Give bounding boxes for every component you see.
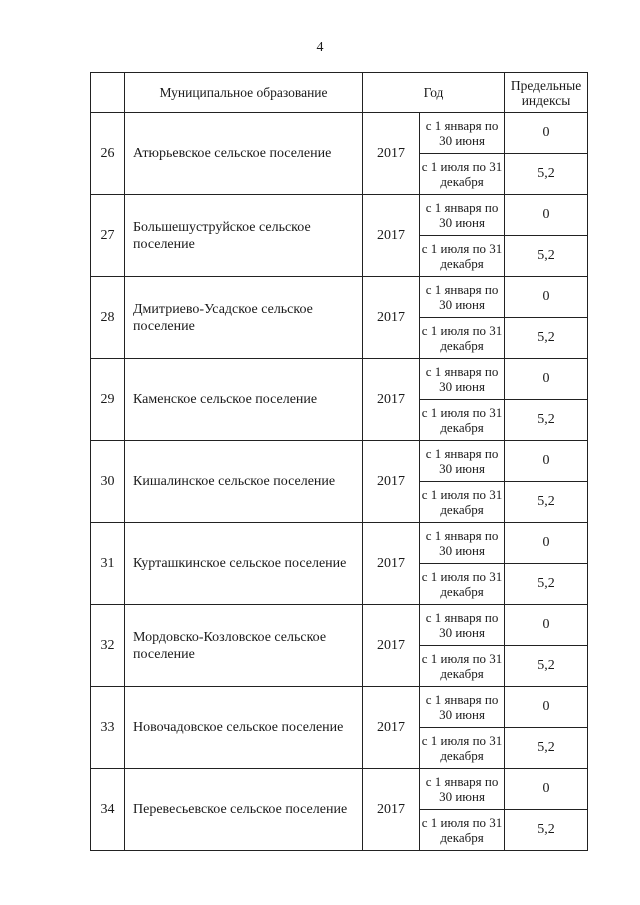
row-number: 32 bbox=[91, 605, 125, 687]
index-first-half: 0 bbox=[505, 687, 588, 728]
period-first-half: с 1 января по 30 июня bbox=[420, 277, 505, 318]
municipality-name: Мордовско-Козловское сельское поселение bbox=[125, 605, 363, 687]
index-first-half: 0 bbox=[505, 441, 588, 482]
index-second-half: 5,2 bbox=[505, 154, 588, 195]
row-number: 29 bbox=[91, 359, 125, 441]
period-first-half: с 1 января по 30 июня bbox=[420, 359, 505, 400]
year-cell: 2017 bbox=[363, 359, 420, 441]
period-second-half: с 1 июля по 31 декабря bbox=[420, 154, 505, 195]
municipality-name: Большешуструйское сельское поселение bbox=[125, 195, 363, 277]
index-second-half: 5,2 bbox=[505, 400, 588, 441]
index-first-half: 0 bbox=[505, 113, 588, 154]
row-number: 33 bbox=[91, 687, 125, 769]
index-first-half: 0 bbox=[505, 769, 588, 810]
row-number: 28 bbox=[91, 277, 125, 359]
year-cell: 2017 bbox=[363, 113, 420, 195]
year-cell: 2017 bbox=[363, 195, 420, 277]
period-second-half: с 1 июля по 31 декабря bbox=[420, 646, 505, 687]
table-row bbox=[91, 277, 588, 318]
period-second-half: с 1 июля по 31 декабря bbox=[420, 564, 505, 605]
table-row bbox=[91, 441, 588, 482]
row-number: 27 bbox=[91, 195, 125, 277]
year-cell: 2017 bbox=[363, 523, 420, 605]
header-index: Предельные индексы bbox=[505, 73, 588, 113]
table-row bbox=[91, 113, 588, 154]
table-row bbox=[91, 195, 588, 236]
page-number: 4 bbox=[316, 40, 324, 55]
index-first-half: 0 bbox=[505, 523, 588, 564]
year-cell: 2017 bbox=[363, 687, 420, 769]
header-row bbox=[91, 73, 588, 113]
table-row bbox=[91, 687, 588, 728]
index-second-half: 5,2 bbox=[505, 236, 588, 277]
header-year: Год bbox=[363, 73, 505, 113]
period-second-half: с 1 июля по 31 декабря bbox=[420, 728, 505, 769]
period-second-half: с 1 июля по 31 декабря bbox=[420, 400, 505, 441]
period-first-half: с 1 января по 30 июня bbox=[420, 113, 505, 154]
year-cell: 2017 bbox=[363, 277, 420, 359]
table-row bbox=[91, 605, 588, 646]
period-second-half: с 1 июля по 31 декабря bbox=[420, 318, 505, 359]
municipality-name: Каменское сельское поселение bbox=[125, 359, 363, 441]
row-number: 30 bbox=[91, 441, 125, 523]
table-row bbox=[91, 359, 588, 400]
index-second-half: 5,2 bbox=[505, 728, 588, 769]
index-second-half: 5,2 bbox=[505, 318, 588, 359]
row-number: 31 bbox=[91, 523, 125, 605]
municipality-name: Дмитриево-Усадское сельское поселение bbox=[125, 277, 363, 359]
index-second-half: 5,2 bbox=[505, 482, 588, 523]
municipality-name: Атюрьевское сельское поселение bbox=[125, 113, 363, 195]
period-second-half: с 1 июля по 31 декабря bbox=[420, 236, 505, 277]
index-second-half: 5,2 bbox=[505, 564, 588, 605]
index-first-half: 0 bbox=[505, 605, 588, 646]
row-number: 34 bbox=[91, 769, 125, 851]
municipality-name: Новочадовское сельское поселение bbox=[125, 687, 363, 769]
table-row bbox=[91, 523, 588, 564]
municipality-name: Перевесьевское сельское поселение bbox=[125, 769, 363, 851]
year-cell: 2017 bbox=[363, 441, 420, 523]
header-municipality: Муниципальное образование bbox=[125, 73, 363, 113]
table-body bbox=[91, 113, 588, 851]
municipality-name: Курташкинское сельское поселение bbox=[125, 523, 363, 605]
row-number: 26 bbox=[91, 113, 125, 195]
index-first-half: 0 bbox=[505, 359, 588, 400]
period-first-half: с 1 января по 30 июня bbox=[420, 605, 505, 646]
municipality-name: Кишалинское сельское поселение bbox=[125, 441, 363, 523]
header-number-cell bbox=[91, 73, 125, 113]
tariff-index-table bbox=[90, 72, 588, 851]
period-second-half: с 1 июля по 31 декабря bbox=[420, 810, 505, 851]
period-second-half: с 1 июля по 31 декабря bbox=[420, 482, 505, 523]
year-cell: 2017 bbox=[363, 605, 420, 687]
period-first-half: с 1 января по 30 июня bbox=[420, 769, 505, 810]
index-first-half: 0 bbox=[505, 277, 588, 318]
table-row bbox=[91, 769, 588, 810]
index-second-half: 5,2 bbox=[505, 810, 588, 851]
period-first-half: с 1 января по 30 июня bbox=[420, 441, 505, 482]
period-first-half: с 1 января по 30 июня bbox=[420, 687, 505, 728]
index-second-half: 5,2 bbox=[505, 646, 588, 687]
year-cell: 2017 bbox=[363, 769, 420, 851]
period-first-half: с 1 января по 30 июня bbox=[420, 195, 505, 236]
period-first-half: с 1 января по 30 июня bbox=[420, 523, 505, 564]
index-first-half: 0 bbox=[505, 195, 588, 236]
